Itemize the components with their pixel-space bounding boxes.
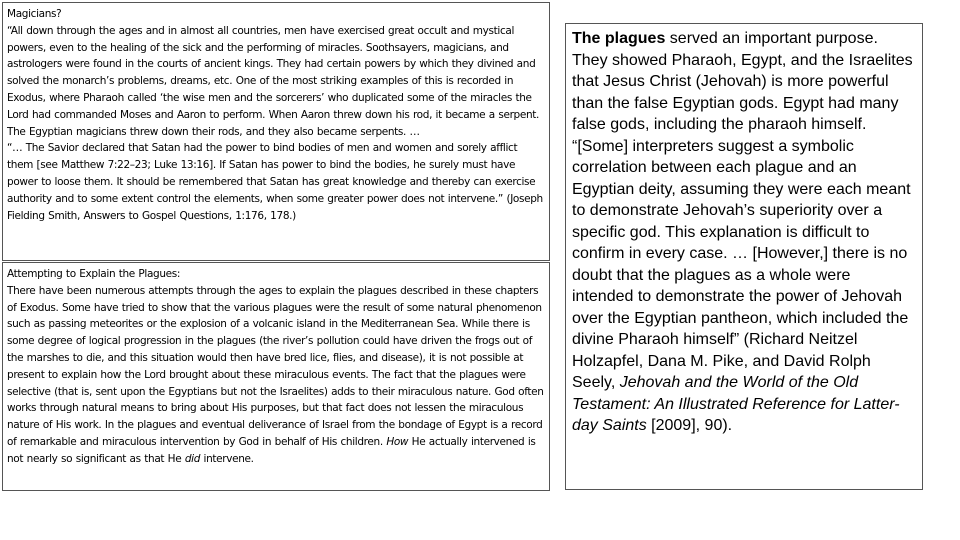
body-mid: He actually intervened is not nearly so significant as that He (7, 435, 536, 465)
magicians-title: Magicians? (7, 8, 62, 20)
lead-bold: The plagues (572, 30, 666, 47)
citation-end: [2009], 90). (646, 417, 733, 434)
body-end: intervene. (200, 452, 254, 465)
plagues-explanation-box (2, 262, 550, 491)
magicians-paragraph-1: “All down through the ages and in almost all countries, men have exercised great occult and mystical powers, even to the healing of the sick and the performing of miracles. Soothsayers, magicians, and astrologers were found in the courts of ancient kings. They had certain powers by which they divined and solved the monarch’s problems, dreams, etc. One of the most striking examples of this is recorded in Exodus, where Pharaoh called ‘the wise men and the sorcerers’ who duplicated some of the miracles the Lord had commanded Moses and Aaron to perform. When Aaron threw down his rod, it became a serpent. The Egyptian magicians threw down their rods, and they also became serpents. … (7, 24, 540, 138)
plagues-purpose-text (572, 28, 916, 437)
plagues-purpose-box (565, 23, 923, 490)
book-title: Jehovah and the World of the Old Testament: An Illustrated Reference for Latter-day Saints (572, 374, 900, 434)
magicians-paragraph-2: “… The Savior declared that Satan had the power to bind bodies of men and women and sorely afflict them [see Matthew 7:22–23; Luke 13:16]. If Satan has power to bind the bodies, he surely must have power to loose them. It should be remembered that Satan has great knowledge and thereby can exercise authority and to some extent control the elements, when some greater power does not intervene.” (Joseph Fielding Smith, Answers to Gospel Questions, 1:176, 178.) (7, 142, 543, 222)
plagues-explanation-body (7, 283, 545, 468)
how-italic: How (386, 435, 409, 448)
magicians-box (2, 2, 550, 261)
plagues-explanation-title: Attempting to Explain the Plagues: (7, 268, 181, 280)
purpose-body: served an important purpose. They showed Pharaoh, Egypt, and the Israelites that Jesus Christ (Jehovah) is more powerful than the false Egyptian gods. Egypt had many false gods, including the pharaoh himself. “[Some] interpreters suggest a symbolic correlation between each plague and an Egyptian deity, assuming they were each meant to demonstrate Jehovah’s superiority over a specific god. This explanation is difficult to confirm in every case. … [However,] there is no doubt that the plagues as a whole were intended to demonstrate the power of Jehovah over the Egyptian pantheon, which included the divine Pharaoh himself” (Richard Neitzel Holzapfel, Dana M. Pike, and David Rolph Seely, (572, 30, 913, 391)
did-italic: did (184, 452, 201, 465)
body-text: There have been numerous attempts through the ages to explain the plagues described in these chapters of Exodus. Some have tried to show that the various plagues were the result of some natural phenomenon such as passing meteorites or the explosion of a volcanic island in the Mediterranean Sea. While there is some degree of logical progression in the plagues (the river’s pollution could have driven the frogs out of the marshes to die, and this situation would then have bred lice, flies, and disease), it is not possible at present to explain how the Lord brought about these miraculous events. The fact that the plagues were selective (that is, sent upon the Egyptians but not the Israelites) adds to their miraculous nature. God often works through natural means to bring about His purposes, but that fact does not lessen the miraculous nature of His work. In the plagues and eventual deliverance of Israel from the bondage of Egypt is a record of remarkable and miraculous intervention by God in behalf of His children. (7, 284, 544, 448)
